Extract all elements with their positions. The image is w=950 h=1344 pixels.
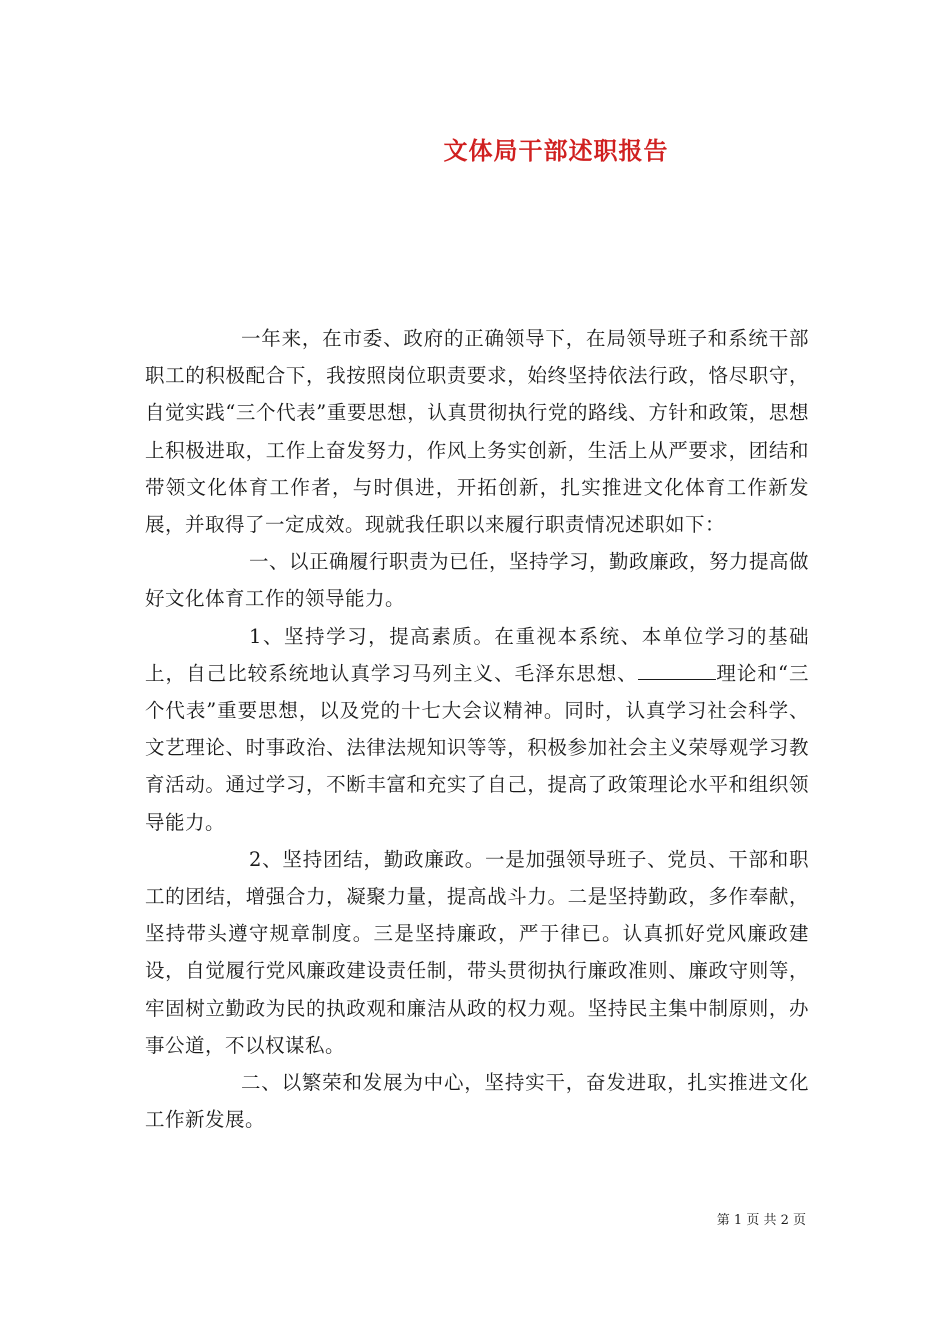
paragraph-unity-integrity: 2、坚持团结，勤政廉政。一是加强领导班子、党员、干部和职工的团结，增强合力，凝聚力量，提高战斗力。二是坚持勤政，多作奉献，坚持带头遵守规章制度。三是坚持廉政，严于律已。认真抓好党风廉政建设，自觉履行党风廉政建设责任制，带头贯彻执行廉政准则、廉政守则等，牢固树立勤政为民的执政观和廉洁从政的权力观。坚持民主集中制原则，办事公道，不以权谋私。 bbox=[145, 847, 809, 1057]
paragraph-intro: 一年来，在市委、政府的正确领导下，在局领导班子和系统干部职工的积极配合下，我按照岗位职责要求，始终坚持依法行政，恪尽职守，自觉实践“三个代表”重要思想，认真贯彻执行党的路线、方针和政策，思想上积极进取，工作上奋发努力，作风上务实创新，生活上从严要求，团结和带领文化体育工作者，与时俱进，开拓创新，扎实推进文化体育工作新发展，并取得了一定成效。现就我任职以来履行职责情况述职如下： bbox=[145, 327, 809, 537]
paragraph-study-part-1: 1、坚持学习，提高素质。在重视本系统、本单位学习的基础上，自己比较系统地认真学习马列主义、毛泽东思想、 bbox=[145, 624, 809, 685]
document-title: 文体局干部述职报告 bbox=[443, 136, 669, 165]
paragraph-section-one-heading: 一、以正确履行职责为已任，坚持学习，勤政廉政，努力提高做好文化体育工作的领导能力。 bbox=[145, 550, 810, 611]
fill-in-blank bbox=[638, 661, 716, 680]
paragraph-section-two-heading: 二、以繁荣和发展为中心，坚持实干，奋发进取，扎实推进文化工作新发展。 bbox=[145, 1071, 809, 1132]
document-body bbox=[145, 320, 809, 1138]
paragraph-study bbox=[145, 618, 809, 841]
paragraph-study-part-2: 理论和“三个代表”重要思想，以及党的十七大会议精神。同时，认真学习社会科学、文艺理论、时事政治、法律法规知识等等，积极参加社会主义荣辱观学习教育活动。通过学习，不断丰富和充实了自己，提高了政策理论水平和组织领导能力。 bbox=[145, 661, 809, 834]
page-number-footer: 第 1 页 共 2 页 bbox=[716, 1213, 806, 1228]
